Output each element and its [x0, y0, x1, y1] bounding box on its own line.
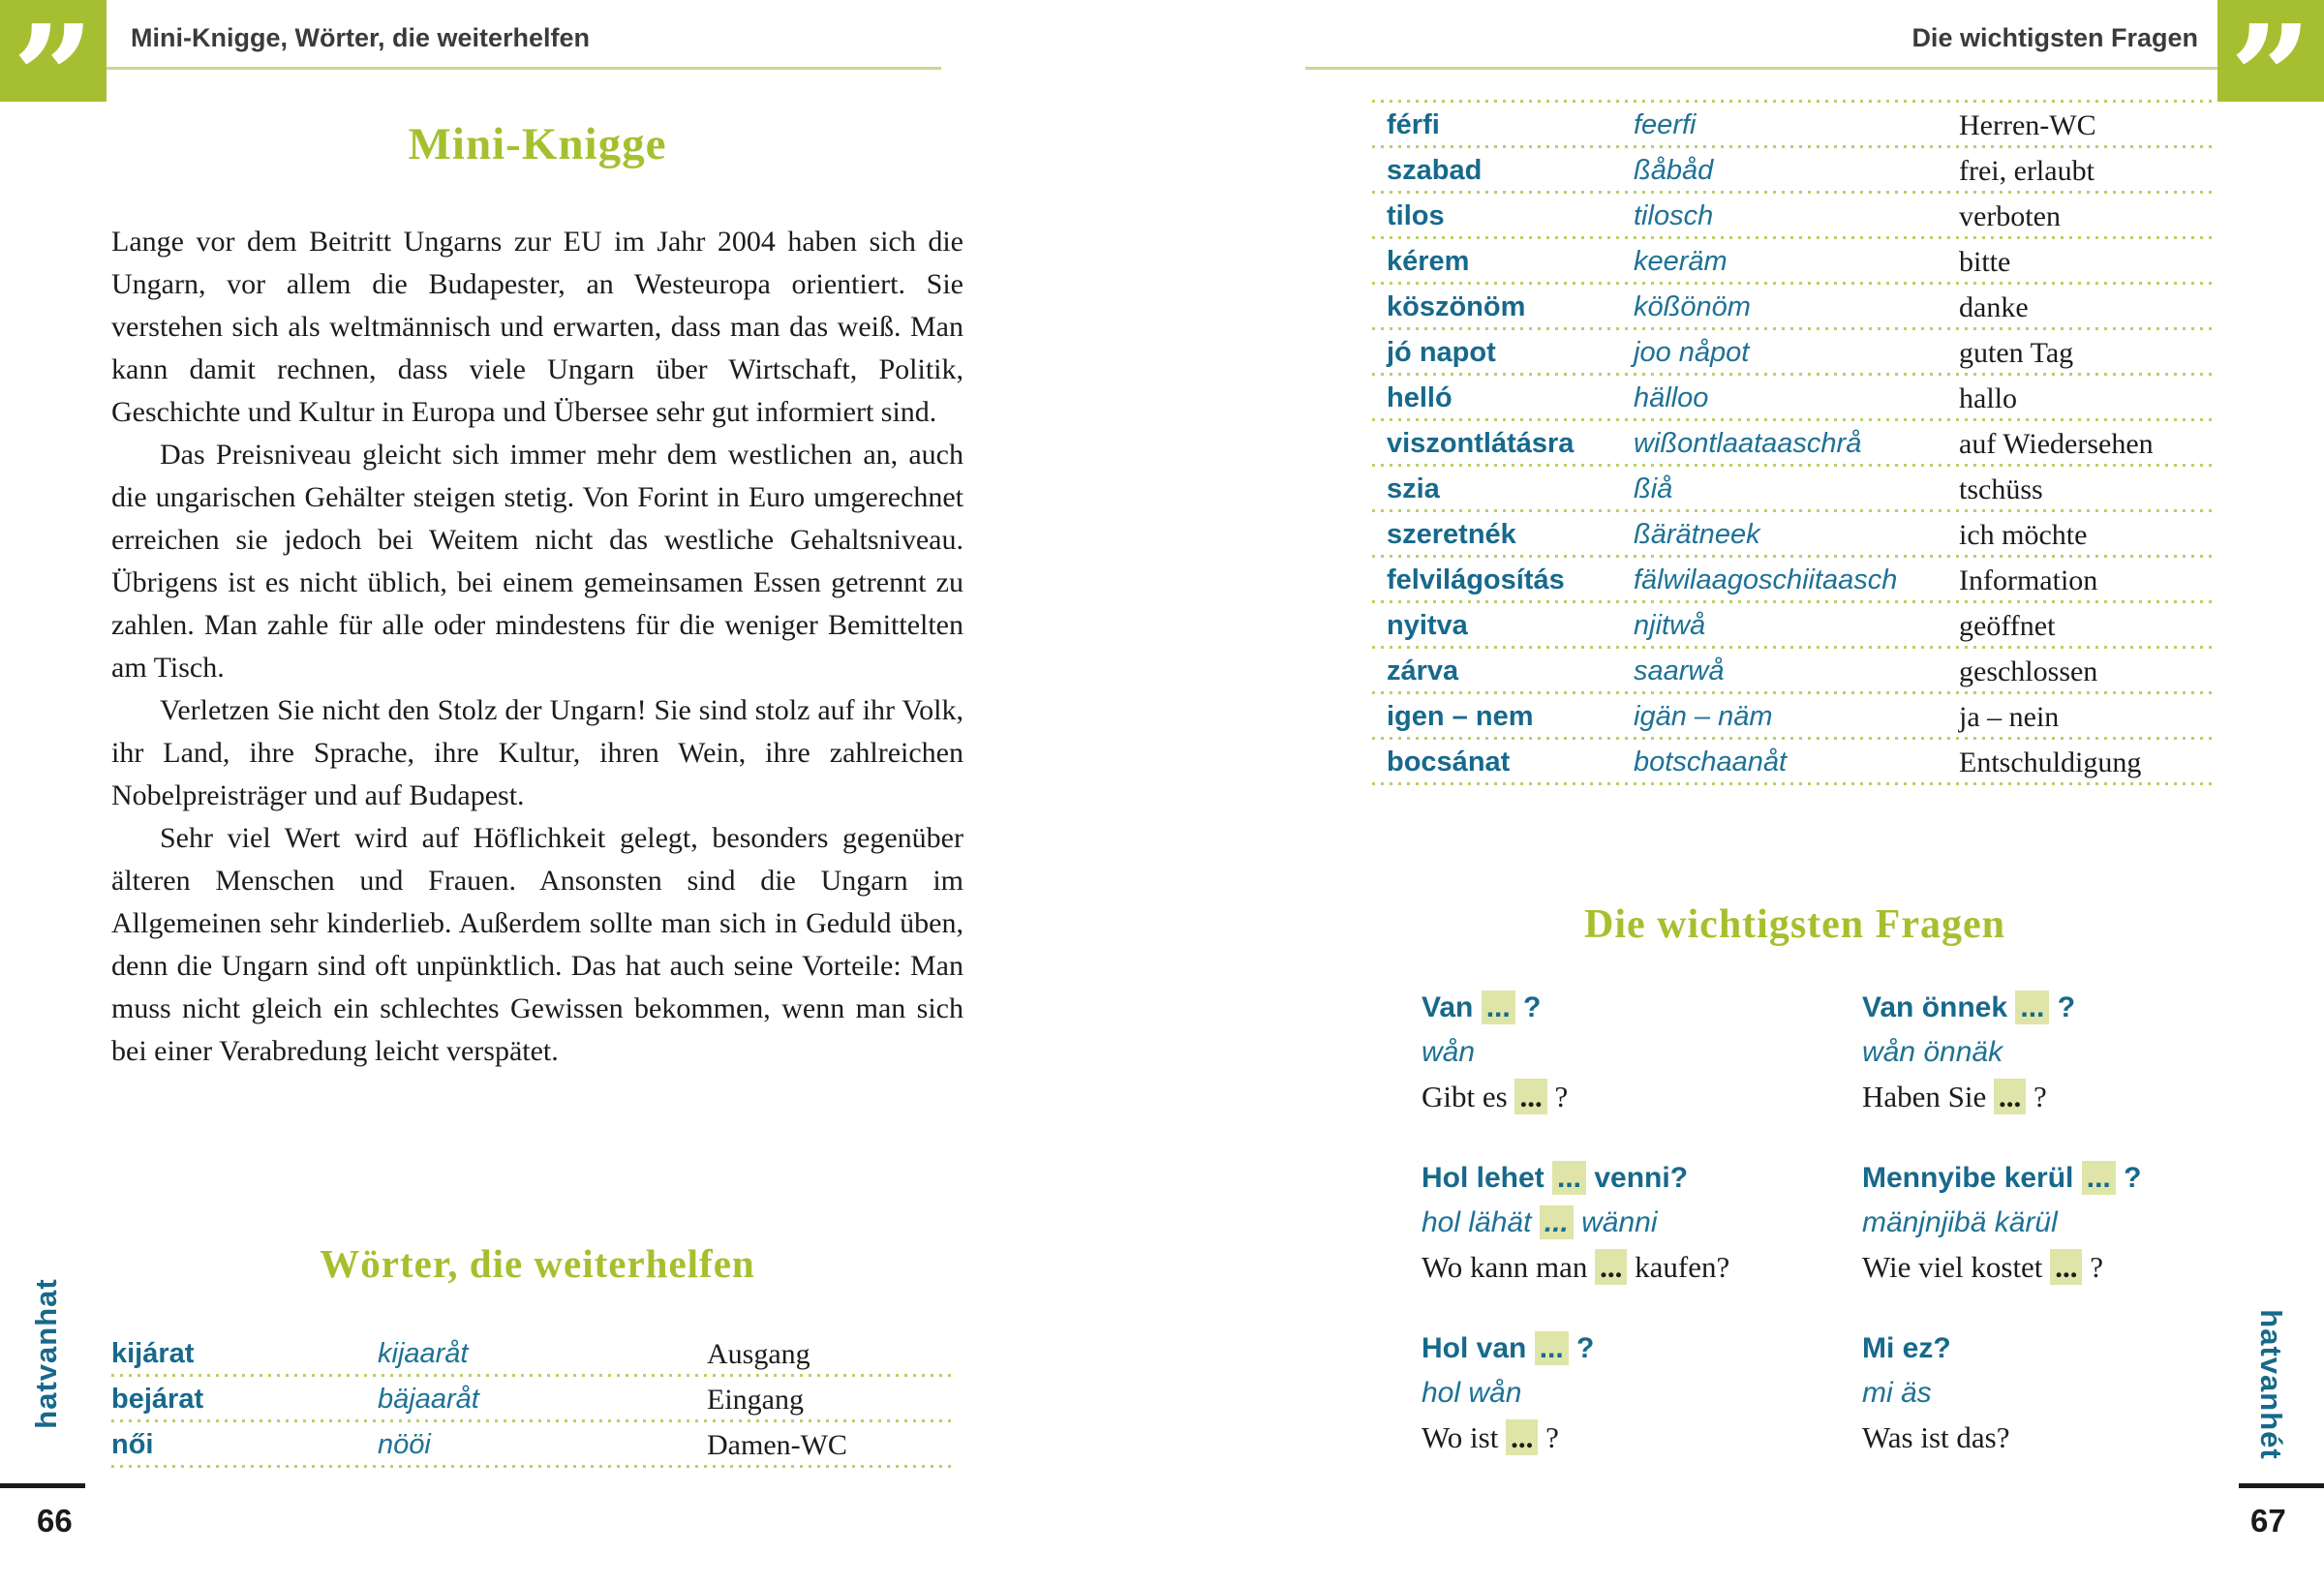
quote-icon: ”: [2229, 0, 2312, 162]
phrase-german: Wo kann man ... kaufen?: [1422, 1250, 1730, 1284]
ellipsis-placeholder: ...: [1595, 1249, 1627, 1285]
vocab-row: [1372, 421, 2217, 467]
ellipsis-placeholder: ...: [1506, 1419, 1538, 1455]
pronunciation: njitwå: [1634, 610, 1706, 641]
hungarian-word: helló: [1387, 382, 1452, 413]
pronunciation: botschaanåt: [1634, 747, 1788, 777]
header-rule-left: [107, 67, 941, 70]
german-translation: Entschuldigung: [1959, 746, 2142, 778]
hungarian-word: jó napot: [1387, 337, 1496, 368]
vocab-row: [1372, 649, 2217, 694]
vocab-table-right: [1372, 100, 2217, 785]
vocab-row: [1372, 512, 2217, 558]
phrase-hungarian: Van ... ?: [1422, 991, 1542, 1023]
pronunciation: ßärätneek: [1634, 519, 1760, 550]
german-translation: auf Wiedersehen: [1959, 427, 2154, 460]
german-translation: frei, erlaubt: [1959, 154, 2095, 187]
vocab-row: [111, 1422, 954, 1468]
section-title-woerter: Wörter, die weiterhelfen: [320, 1241, 755, 1286]
quote-icon: ”: [12, 0, 95, 162]
section-title-fragen: Die wichtigsten Fragen: [1584, 902, 2005, 947]
page-number-right: 67: [2250, 1503, 2286, 1539]
hungarian-word: köszönöm: [1387, 291, 1526, 322]
pronunciation: kößönöm: [1634, 291, 1751, 322]
ellipsis-placeholder: ...: [1994, 1079, 2026, 1114]
side-label-right: hatvanhét: [2254, 1309, 2288, 1460]
phrase-grid: [1422, 986, 2217, 1460]
page-number-rule-left: [0, 1483, 85, 1488]
hungarian-word: szeretnék: [1387, 519, 1516, 550]
hungarian-word: viszontlátásra: [1387, 428, 1575, 459]
phrase-hungarian: Hol lehet ... venni?: [1422, 1162, 1689, 1194]
hungarian-word: zárva: [1387, 655, 1459, 686]
german-translation: Damen-WC: [707, 1428, 847, 1461]
phrase-german: Gibt es ... ?: [1422, 1080, 1569, 1113]
vocab-row: [1372, 694, 2217, 740]
phrase-pronunciation: wån önnäk: [1862, 1036, 2003, 1068]
hungarian-word: felvilágosítás: [1387, 564, 1565, 595]
german-translation: Eingang: [707, 1383, 804, 1416]
vocab-row: [1372, 239, 2217, 285]
phrase-hungarian: Hol van ... ?: [1422, 1332, 1595, 1364]
pronunciation: hälloo: [1634, 382, 1709, 413]
section-title-mini-knigge: Mini-Knigge: [408, 119, 667, 169]
hungarian-word: szabad: [1387, 155, 1483, 186]
paragraph-2: Das Preisniveau gleicht sich immer mehr dem westlichen an, auch die ungarischen Gehälter steigen stetig. Von Forint in Euro umgerechnet erreichen sie jedoch bei Weitem nicht das westliche Gehaltsniveau. Übrigens ist es nicht üblich, bei einem gemeinsamen Essen getrennt zu zahlen. Man zahle für alle oder mindestens für die weniger Bemittelten am Tisch.: [111, 439, 963, 684]
header-rule-right: [1305, 67, 2217, 70]
hungarian-word: női: [111, 1429, 154, 1460]
vocab-row: [1372, 376, 2217, 421]
phrase-block: [1862, 986, 2217, 1119]
phrase-german: Haben Sie ... ?: [1862, 1080, 2047, 1113]
phrase-block: [1422, 1326, 1862, 1460]
phrase-block: [1862, 1156, 2217, 1290]
german-translation: geschlossen: [1959, 655, 2098, 687]
ellipsis-placeholder: ...: [1552, 1161, 1586, 1195]
vocab-row: [111, 1377, 954, 1422]
hungarian-word: férfi: [1387, 109, 1440, 140]
ellipsis-placeholder: ...: [1540, 1205, 1574, 1239]
vocab-row: [1372, 148, 2217, 194]
phrase-pronunciation: mänjnjibä kärül: [1862, 1206, 2058, 1238]
phrase-german: Wo ist ... ?: [1422, 1420, 1559, 1454]
german-translation: verboten: [1959, 199, 2061, 232]
quote-box-left: [0, 0, 107, 162]
german-translation: bitte: [1959, 245, 2011, 278]
phrase-block: [1422, 986, 1862, 1119]
phrase-block: [1862, 1326, 2217, 1460]
vocab-row: [1372, 103, 2217, 148]
pronunciation: feerfi: [1634, 109, 1697, 140]
hungarian-word: kérem: [1387, 246, 1470, 277]
page-number-left: 66: [37, 1503, 73, 1539]
vocab-row: [1372, 740, 2217, 785]
vocab-row: [1372, 558, 2217, 603]
paragraph-3: Verletzen Sie nicht den Stolz der Ungarn! Sie sind stolz auf ihr Volk, ihr Land, ihre Sprache, ihre Kultur, ihren Wein, ihre zahlreichen Nobelpreisträger und auf Budapest.: [111, 694, 963, 811]
hungarian-word: igen – nem: [1387, 701, 1534, 732]
hungarian-word: bocsánat: [1387, 747, 1511, 777]
phrase-german: Was ist das?: [1862, 1420, 2010, 1454]
hungarian-word: kijárat: [111, 1338, 195, 1369]
body-text: [111, 221, 963, 1073]
pronunciation: ßåbåd: [1634, 155, 1714, 186]
vocab-row: [1372, 330, 2217, 376]
vocab-row: [1372, 285, 2217, 330]
page-number-rule-right: [2239, 1483, 2324, 1488]
phrase-hungarian: Mennyibe kerül ... ?: [1862, 1162, 2142, 1194]
vocab-row: [1372, 194, 2217, 239]
pronunciation: bäjaaråt: [378, 1384, 479, 1415]
ellipsis-placeholder: ...: [2082, 1161, 2116, 1195]
german-translation: ja – nein: [1959, 700, 2060, 733]
ellipsis-placeholder: ...: [1482, 991, 1515, 1024]
phrase-block: [1422, 1156, 1862, 1290]
vocab-row: [1372, 603, 2217, 649]
phrase-pronunciation: hol lähät ... wänni: [1422, 1206, 1658, 1238]
vocab-table-left: [111, 1331, 954, 1468]
quote-box-right: [2217, 0, 2324, 162]
side-label-left: hatvanhat: [29, 1278, 63, 1429]
phrase-german: Wie viel kostet ... ?: [1862, 1250, 2103, 1284]
ellipsis-placeholder: ...: [1535, 1331, 1569, 1365]
running-header-right: Die wichtigsten Fragen: [1911, 23, 2198, 52]
pronunciation: keeräm: [1634, 246, 1728, 277]
ellipsis-placeholder: ...: [2050, 1249, 2082, 1285]
paragraph-1: Lange vor dem Beitritt Ungarns zur EU im Jahr 2004 haben sich die Ungarn, vor allem die Budapester, an Westeuropa orientiert. Sie verstehen sich als weltmännisch und erwarten, dass man das weiß. Man kann damit rechnen, dass viele Ungarn über Wirtschaft, Politik, Geschichte und Kultur in Europa und Übersee sehr gut informiert sind.: [111, 226, 963, 428]
hungarian-word: nyitva: [1387, 610, 1468, 641]
vocab-row: [111, 1331, 954, 1377]
phrase-hungarian: Mi ez?: [1862, 1332, 1951, 1364]
vocab-row: [1372, 467, 2217, 512]
hungarian-word: bejárat: [111, 1384, 204, 1415]
phrase-hungarian: Van önnek ... ?: [1862, 991, 2076, 1023]
ellipsis-placeholder: ...: [2015, 991, 2049, 1024]
pronunciation: joo nåpot: [1634, 337, 1750, 368]
german-translation: ich möchte: [1959, 518, 2088, 551]
german-translation: tschüss: [1959, 472, 2043, 505]
phrase-pronunciation: mi äs: [1862, 1377, 1932, 1409]
pronunciation: nööi: [378, 1429, 431, 1460]
phrase-pronunciation: hol wån: [1422, 1377, 1522, 1409]
german-translation: guten Tag: [1959, 336, 2074, 369]
german-translation: Information: [1959, 564, 2098, 596]
german-translation: geöffnet: [1959, 609, 2056, 642]
german-translation: Herren-WC: [1959, 108, 2096, 141]
german-translation: danke: [1959, 290, 2029, 323]
pronunciation: tilosch: [1634, 200, 1714, 231]
pronunciation: wißontlaataaschrå: [1634, 428, 1862, 459]
hungarian-word: tilos: [1387, 200, 1445, 231]
running-header-left: Mini-Knigge, Wörter, die weiterhelfen: [131, 23, 591, 52]
pronunciation: ßiå: [1634, 473, 1673, 504]
paragraph-4: Sehr viel Wert wird auf Höflichkeit gelegt, besonders gegenüber älteren Menschen und Frauen. Ansonsten sind die Ungarn im Allgemeinen sehr kinderlieb. Außerdem sollte man sich in Geduld üben, denn die Ungarn sind oft unpünktlich. Das hat auch seine Vorteile: Man muss nicht gleich ein schlechtes Gewissen bekommen, wenn man sich bei einer Verabredung leicht verspätet.: [111, 822, 963, 1067]
phrase-pronunciation: wån: [1422, 1036, 1476, 1068]
hungarian-word: szia: [1387, 473, 1440, 504]
german-translation: hallo: [1959, 381, 2017, 414]
pronunciation: fälwilaagoschiitaasch: [1634, 564, 1898, 595]
pronunciation: kijaaråt: [378, 1338, 469, 1369]
pronunciation: saarwå: [1634, 655, 1725, 686]
german-translation: Ausgang: [707, 1337, 810, 1370]
ellipsis-placeholder: ...: [1514, 1079, 1546, 1114]
pronunciation: igän – näm: [1634, 701, 1773, 732]
